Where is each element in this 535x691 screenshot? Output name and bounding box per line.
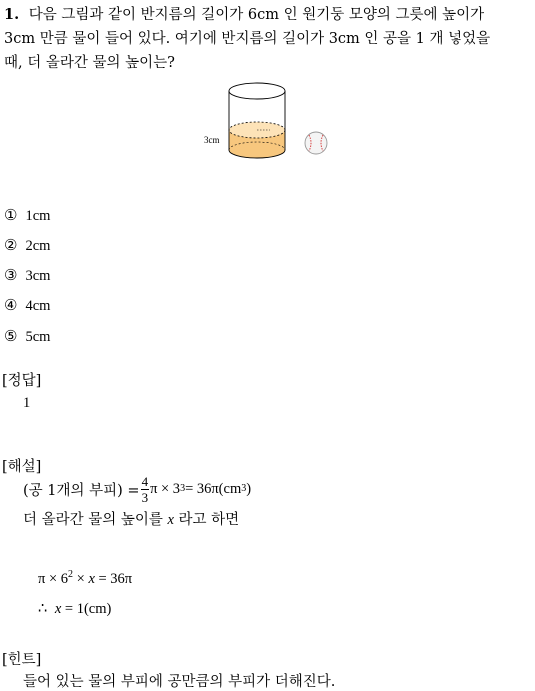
explanation-heading: [해설] xyxy=(2,459,42,475)
explanation-close: ) xyxy=(246,480,252,497)
option-3[interactable] xyxy=(4,266,50,285)
equation-1-exp: 2 xyxy=(68,569,73,581)
question-line-1 xyxy=(4,3,484,24)
answer-value: 1 xyxy=(23,395,31,411)
option-4-text: 4cm xyxy=(25,298,51,314)
fraction-denominator: 3 xyxy=(141,489,149,505)
explanation-pi-term: π × 3 xyxy=(150,480,181,497)
explanation-line-1: (공 1개의 부피) = $\frac{4}{3}$ π × 3 3 = 36π(cm 3 ) xyxy=(23,473,252,505)
answer-heading: [정답] xyxy=(2,373,42,389)
option-5-text: 5cm xyxy=(25,329,51,345)
variable-x: x xyxy=(167,512,174,528)
explanation-line-2b: 라고 하면 xyxy=(173,512,240,528)
option-3-text: 3cm xyxy=(25,268,51,284)
option-5-mark: ⑤ xyxy=(4,327,18,345)
equation-1-var: x xyxy=(88,571,95,587)
baseball-icon xyxy=(305,132,327,154)
equation-1a: π × 6 xyxy=(38,571,68,587)
option-4-mark: ④ xyxy=(4,296,18,314)
equation-1 xyxy=(38,571,132,588)
equation-2-var: x xyxy=(54,601,62,617)
therefore-symbol: ∴ xyxy=(38,601,51,617)
question-text-1: 다음 그림과 같이 반지름의 길이가 6cm 인 원기둥 모양의 그릇에 높이가 xyxy=(28,7,485,23)
explanation-volume-prefix: (공 1개의 부피) = xyxy=(23,482,140,499)
option-4[interactable] xyxy=(4,296,50,315)
option-1-mark: ① xyxy=(4,206,18,224)
hint-text: 들어 있는 물의 부피에 공만큼의 부피가 더해진다. xyxy=(23,674,336,690)
fraction-numerator: 4 xyxy=(141,473,149,489)
equation-2b: = 1(cm) xyxy=(61,601,112,617)
equation-1c: = 36π xyxy=(94,571,133,587)
explanation-line-2a: 더 올라간 물의 높이를 xyxy=(23,512,168,528)
figure xyxy=(200,78,340,168)
question-number: 1. xyxy=(4,6,20,23)
option-2[interactable] xyxy=(4,236,50,255)
cylinder-top xyxy=(229,83,285,99)
option-3-mark: ③ xyxy=(4,266,18,284)
question-line-3: 때, 더 올라간 물의 높이는? xyxy=(4,55,175,71)
question-line-2: 3cm 만큼 물이 들어 있다. 여기에 반지름의 길이가 3cm 인 공을 1 개 넣었을 xyxy=(4,31,491,47)
cylinder-figure xyxy=(200,78,340,168)
option-1-text: 1cm xyxy=(25,208,51,224)
equation-1b: × xyxy=(73,571,89,587)
hint-heading: [힌트] xyxy=(2,652,42,668)
option-2-mark: ② xyxy=(4,236,18,254)
explanation-line-2 xyxy=(23,508,239,529)
option-2-text: 2cm xyxy=(25,238,51,254)
height-label: 3cm xyxy=(204,135,220,145)
option-1[interactable] xyxy=(4,206,50,225)
explanation-result: = 36π(cm xyxy=(185,480,242,497)
equation-2 xyxy=(38,601,111,618)
fraction-four-thirds xyxy=(141,475,150,504)
option-5[interactable] xyxy=(4,327,50,346)
